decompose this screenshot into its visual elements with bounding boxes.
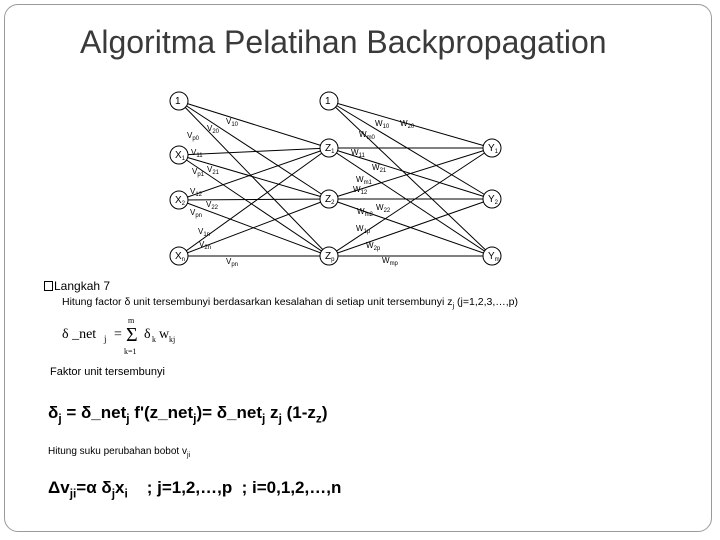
svg-text:k=1: k=1 — [124, 347, 137, 356]
weight-label: $V_{20}$ — [207, 124, 220, 135]
connection-line — [179, 199, 329, 200]
weight-label: $W_{10}$ — [375, 119, 390, 130]
svg-text:Ym: $Y_m$ — [488, 251, 500, 263]
weight-label: $V_{2n}$ — [199, 240, 212, 251]
svg-text:X1: $X_1$ — [175, 150, 186, 162]
svg-text:Σ: Σ — [126, 324, 138, 346]
output-node — [483, 139, 501, 157]
svg-text:Y1: $Y_1$ — [488, 143, 499, 155]
weight-label: $W_{12}$ — [353, 185, 368, 196]
output-node — [483, 190, 501, 208]
output-node — [483, 247, 501, 265]
svg-text:kj: kj — [169, 335, 176, 344]
svg-text:1: 1 — [325, 96, 331, 107]
hidden-node — [320, 247, 338, 265]
weight-label: $V_{p0}$ — [187, 131, 200, 142]
weight-label: $W_{20}$ — [400, 119, 415, 130]
svg-text:δ _net: δ _net — [62, 327, 97, 342]
step-heading-text: Langkah 7 — [54, 279, 111, 293]
checkbox-icon — [44, 281, 53, 291]
connection-line — [179, 101, 329, 199]
hidden-node — [320, 190, 338, 208]
hidden-node — [320, 139, 338, 157]
weight-label: $W_{1p}$ — [356, 224, 371, 235]
svg-text:X2: $X_2$ — [175, 195, 186, 207]
equation-delta-v: $\Delta v_{ji}=\alpha$ $\delta_jx_i$ ; j=1,2,…,p ; i=0,1,2,…,n — [48, 478, 342, 501]
svg-text:m: m — [128, 316, 135, 325]
svg-text:Z2: $Z_2$ — [325, 194, 335, 206]
weight-label: $W_{m1}$ — [356, 175, 372, 186]
svg-text:Z1: $Z_1$ — [325, 143, 335, 155]
weight-label: $W_{21}$ — [372, 163, 387, 174]
weight-label: $V_{pn}$ — [190, 208, 203, 219]
input-node — [170, 146, 188, 164]
weight-label: $W_{mp}$ — [382, 256, 398, 267]
svg-text:Xn: $X_n$ — [175, 251, 186, 263]
network-nodes — [170, 92, 501, 265]
svg-text:k: k — [152, 335, 156, 344]
step-instruction: Hitung factor δ unit tersembunyi berdasarkan kesalahan di setiap unit tersembunyi $z_j$ (j=1,2,3,…,p) — [62, 296, 519, 311]
step-heading — [44, 279, 110, 293]
svg-text:Y2: $Y_2$ — [488, 194, 499, 206]
weight-label: $V_{12}$ — [190, 187, 203, 198]
weight-label: $V_{1n}$ — [198, 227, 211, 238]
factor-label: Faktor unit tersembunyi — [50, 366, 165, 378]
instruction-weight-change: Hitung suku perubahan bobot $v_{ji}$ — [48, 446, 191, 459]
input-node — [170, 247, 188, 265]
weight-label: $W_{m0}$ — [359, 130, 375, 141]
delta-net-formula — [62, 312, 202, 360]
svg-text:w: w — [159, 327, 170, 342]
weight-label: $V_{21}$ — [207, 165, 220, 176]
svg-text:1: 1 — [175, 96, 181, 107]
bias-node-input — [170, 92, 188, 110]
weight-label: $V_{10}$ — [226, 117, 239, 128]
svg-text:j: j — [104, 334, 107, 344]
weight-label: $V_{pn}$ — [226, 257, 239, 268]
slide-title: Algoritma Pelatihan Backpropagation — [80, 24, 607, 60]
weight-label: $V_{11}$ — [191, 148, 203, 159]
weight-label: $W_{m2}$ — [357, 207, 373, 218]
weight-label: $W_{22}$ — [376, 203, 391, 214]
bias-node-hidden — [320, 92, 338, 110]
svg-text:Zp: $Z_p$ — [325, 251, 335, 263]
weight-label: $W_{2p}$ — [366, 241, 381, 252]
equation-delta-j: $\delta_j$ = δ_net$_j$ f'(z_net$_j$)= δ_net$_j$ $z_j$ $(1-z_z)$ — [48, 403, 328, 426]
input-node — [170, 191, 188, 209]
weight-label: $V_{p1}$ — [192, 167, 205, 178]
weight-label: $V_{22}$ — [206, 200, 219, 211]
weight-label: $W_{11}$ — [351, 148, 365, 159]
svg-text:=: = — [114, 327, 122, 342]
svg-text:δ: δ — [144, 327, 151, 342]
